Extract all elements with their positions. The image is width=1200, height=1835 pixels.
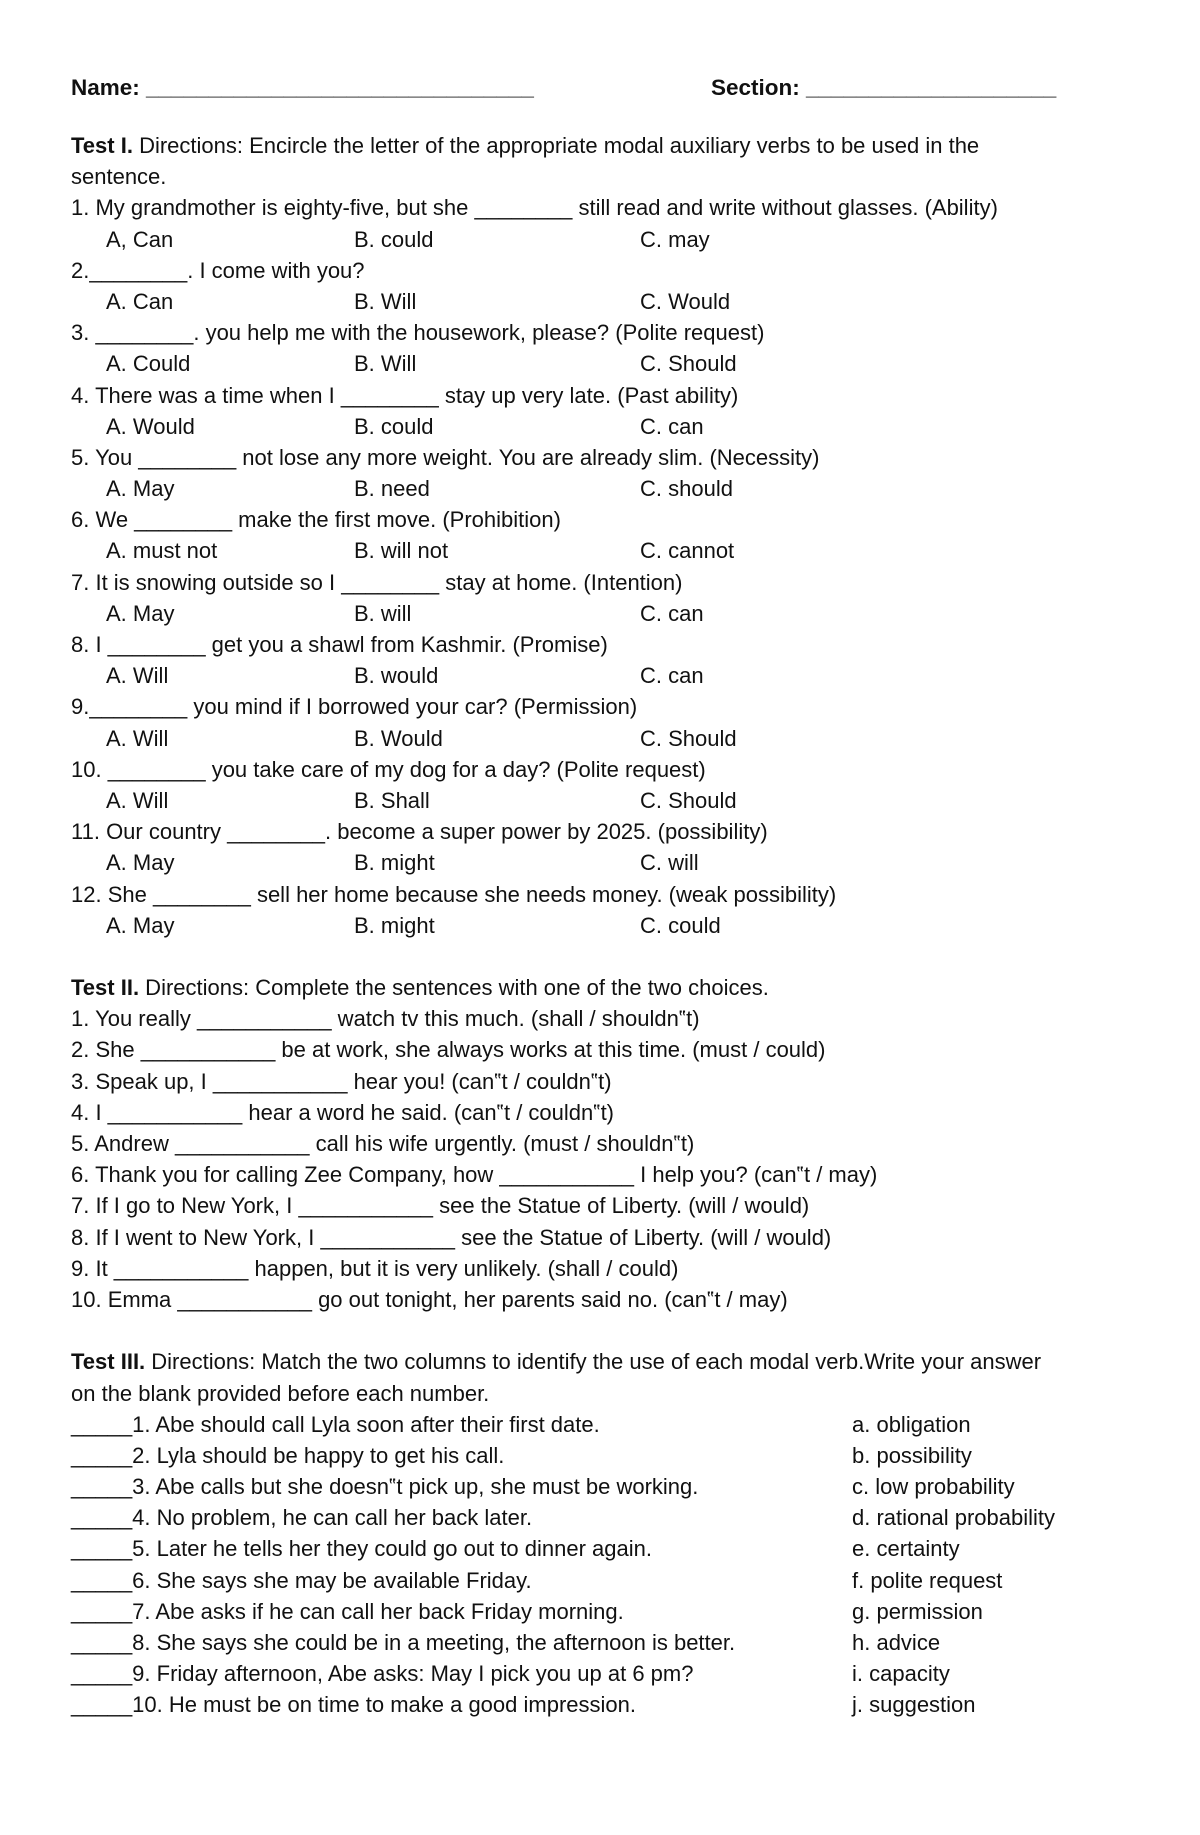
test2-item: 5. Andrew ___________ call his wife urgently. (must / shouldn‟t) [71, 1131, 695, 1156]
option-a: A. May [106, 850, 175, 876]
option-b: B. Shall [354, 787, 430, 813]
test2-section [71, 972, 1131, 1315]
test1-question: 3. ________. you help me with the housework, please? (Polite request) [71, 320, 765, 346]
test3-statement: _____10. He must be on time to make a good impression. [71, 1692, 636, 1718]
test1-options [71, 411, 1131, 442]
test2-item: 4. I ___________ hear a word he said. (can‟t / couldn‟t) [71, 1099, 615, 1125]
test3-directions-text: Directions: Match the two columns to identify the use of each modal verb.Write your answer [145, 1349, 1042, 1375]
option-b: B. might [354, 912, 435, 938]
test1-question: 5. You ________ not lose any more weight. You are already slim. (Necessity) [71, 444, 820, 470]
option-b: B. Will [354, 351, 417, 377]
test1-options [71, 660, 1131, 691]
test3-row [71, 1502, 1131, 1533]
test3-choice: h. advice [852, 1630, 941, 1655]
test3-row [71, 1409, 1131, 1440]
test1-question: 10. ________ you take care of my dog for a day? (Polite request) [71, 756, 706, 782]
test3-row [71, 1689, 1131, 1720]
test1-directions [71, 130, 1131, 161]
option-a: A. Could [106, 351, 191, 377]
test1-question: 1. My grandmother is eighty-five, but she ________ still read and write without glasses. (Ability) [71, 195, 998, 221]
test2-item: 8. If I went to New York, I ___________ see the Statue of Liberty. (will / would) [71, 1224, 832, 1250]
test1-items [71, 192, 1131, 941]
option-b: B. Would [354, 725, 443, 751]
test1-question: 4. There was a time when I ________ stay up very late. (Past ability) [71, 382, 739, 408]
test2-title: Test II. [71, 975, 140, 1001]
test3-row [71, 1596, 1131, 1627]
test3-statement: _____5. Later he tells her they could go out to dinner again. [71, 1536, 652, 1562]
test3-choice: b. possibility [852, 1442, 972, 1468]
test3-row [71, 1471, 1131, 1502]
option-a: A. Will [106, 725, 169, 751]
test2-items [71, 1003, 1131, 1315]
test1-section [71, 130, 1131, 941]
option-c: C. Should [640, 351, 737, 377]
option-c: C. could [640, 912, 721, 938]
test2-item: 2. She ___________ be at work, she always works at this time. (must / could) [71, 1037, 826, 1063]
option-b: B. will [354, 600, 412, 626]
test3-statement: _____9. Friday afternoon, Abe asks: May I pick you up at 6 pm? [71, 1661, 694, 1687]
test3-directions [71, 1346, 1131, 1377]
test3-section [71, 1346, 1131, 1720]
test1-options [71, 286, 1131, 317]
test3-statement: _____7. Abe asks if he can call her back Friday morning. [71, 1598, 624, 1624]
test3-row [71, 1440, 1131, 1471]
test3-choice: i. capacity [852, 1661, 950, 1687]
test3-choice: e. certainty [852, 1536, 960, 1562]
test3-row [71, 1627, 1131, 1658]
test1-options [71, 785, 1131, 816]
option-c: C. Should [640, 787, 737, 813]
test2-item: 3. Speak up, I ___________ hear you! (can‟t / couldn‟t) [71, 1068, 612, 1094]
option-a: A. Will [106, 663, 169, 689]
test3-statement: _____2. Lyla should be happy to get his call. [71, 1442, 505, 1468]
option-c: C. will [640, 850, 699, 876]
test3-statement: _____3. Abe calls but she doesn‟t pick up, she must be working. [71, 1474, 699, 1500]
test2-item: 7. If I go to New York, I ___________ see the Statue of Liberty. (will / would) [71, 1193, 810, 1219]
test2-directions-text: Directions: Complete the sentences with one of the two choices. [139, 975, 769, 1001]
test2-item: 10. Emma ___________ go out tonight, her parents said no. (can‟t / may) [71, 1286, 788, 1312]
option-a: A. May [106, 476, 175, 502]
option-c: C. Would [640, 288, 731, 314]
test3-row [71, 1565, 1131, 1596]
test1-directions-text: Directions: Encircle the letter of the appropriate modal auxiliary verbs to be used in the [132, 133, 980, 158]
test1-options [71, 598, 1131, 629]
test1-question: 7. It is snowing outside so I ________ stay at home. (Intention) [71, 569, 683, 595]
option-b: B. need [354, 476, 430, 502]
test3-items [71, 1409, 1131, 1721]
test2-item: 6. Thank you for calling Zee Company, how ___________ I help you? (can‟t / may) [71, 1162, 878, 1188]
test3-statement: _____1. Abe should call Lyla soon after their first date. [71, 1411, 600, 1437]
test2-item: 9. It ___________ happen, but it is very unlikely. (shall / could) [71, 1255, 679, 1281]
test3-statement: _____6. She says she may be available Friday. [71, 1567, 532, 1593]
option-c: C. Should [640, 725, 737, 751]
option-c: C. cannot [640, 538, 735, 564]
test3-choice: f. polite request [852, 1567, 1003, 1593]
test3-statement: _____4. No problem, he can call her back later. [71, 1505, 533, 1531]
option-c: C. should [640, 476, 733, 502]
header [71, 68, 1131, 108]
test3-statement: _____8. She says she could be in a meeting, the afternoon is better. [71, 1630, 736, 1655]
test1-question: 11. Our country ________. become a super power by 2025. (possibility) [71, 819, 768, 845]
test1-question: 12. She ________ sell her home because she needs money. (weak possibility) [71, 881, 837, 907]
test1-directions-cont: sentence. [71, 164, 167, 190]
option-a: A. Will [106, 787, 169, 813]
option-b: B. might [354, 850, 435, 876]
test3-title: Test III. [71, 1349, 146, 1375]
option-a: A, Can [106, 226, 174, 252]
option-c: C. may [640, 226, 710, 252]
option-b: B. could [354, 413, 434, 439]
test1-options [71, 535, 1131, 566]
test2-directions [71, 972, 1131, 1003]
test1-question: 6. We ________ make the first move. (Prohibition) [71, 507, 561, 533]
test3-choice: j. suggestion [852, 1692, 976, 1718]
option-b: B. could [354, 226, 434, 252]
test3-row [71, 1658, 1131, 1689]
option-a: A. Would [106, 413, 195, 439]
test3-choice: c. low probability [852, 1474, 1015, 1500]
option-a: A. May [106, 912, 175, 938]
test1-options [71, 473, 1131, 504]
worksheet [71, 68, 1131, 1721]
test3-choice: g. permission [852, 1598, 983, 1624]
option-a: A. Can [106, 288, 174, 314]
option-a: A. May [106, 600, 175, 626]
test1-options [71, 723, 1131, 754]
test1-question: 9.________ you mind if I borrowed your car? (Permission) [71, 694, 638, 720]
option-b: B. would [354, 663, 439, 689]
test2-item: 1. You really ___________ watch tv this much. (shall / shouldn‟t) [71, 1006, 700, 1032]
option-b: B. will not [354, 538, 449, 564]
name-field-label: Name: _______________________________ [71, 75, 534, 100]
test1-options [71, 348, 1131, 379]
test1-options [71, 224, 1131, 255]
test1-question: 8. I ________ get you a shawl from Kashmir. (Promise) [71, 632, 608, 657]
test3-choice: d. rational probability [852, 1505, 1056, 1531]
option-c: C. can [640, 663, 704, 689]
option-a: A. must not [106, 538, 218, 564]
test1-options [71, 910, 1131, 941]
test1-title: Test I. [71, 133, 133, 158]
test3-choice: a. obligation [852, 1411, 971, 1437]
test3-row [71, 1533, 1131, 1564]
option-b: B. Will [354, 288, 417, 314]
test1-question: 2.________. I come with you? [71, 257, 365, 283]
test3-directions-cont: on the blank provided before each number. [71, 1380, 490, 1406]
test1-options [71, 847, 1131, 878]
option-c: C. can [640, 413, 704, 439]
section-field-label: Section: ____________________ [711, 75, 1057, 100]
option-c: C. can [640, 600, 704, 626]
